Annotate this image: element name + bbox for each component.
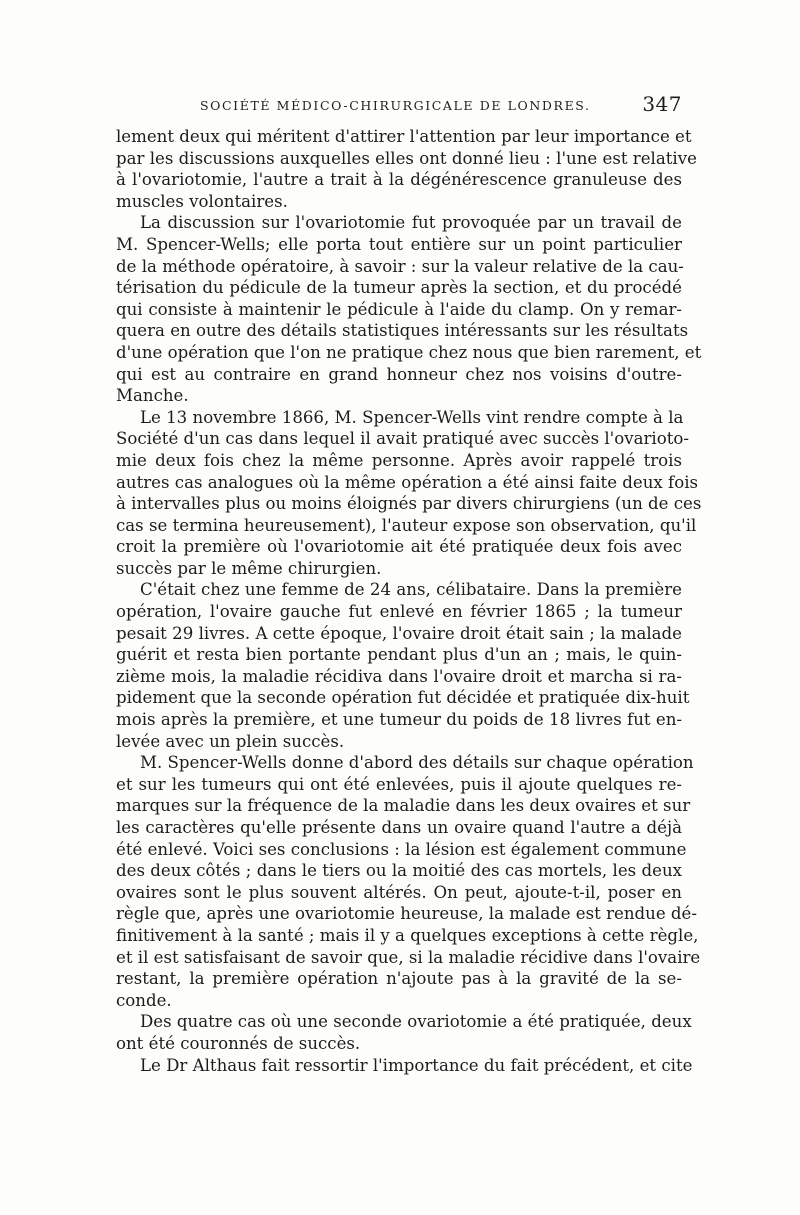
text-line: marques sur la fréquence de la maladie dans les deux ovaires et sur <box>116 796 691 816</box>
text-line: de la méthode opératoire, à savoir : sur la valeur relative de la cau- <box>116 256 684 276</box>
text-line: zième mois, la maladie récidiva dans l'ovaire droit et marcha si ra- <box>116 666 682 686</box>
paragraph <box>116 579 690 752</box>
text-line: conde. <box>116 990 172 1010</box>
paragraph <box>116 1011 692 1054</box>
text-line: et il est satisfaisant de savoir que, si la maladie récidive dans l'ovaire <box>116 947 701 967</box>
text-line: des deux côtés ; dans le tiers ou la moitié des cas mortels, les deux <box>116 861 682 881</box>
text-line: règle que, après une ovariotomie heureuse, la malade est rendue dé- <box>116 904 697 924</box>
text-line: muscles volontaires. <box>116 191 288 211</box>
paragraph <box>116 1055 693 1077</box>
text-line: restant, la première opération n'ajoute pas à la gravité de la se- <box>116 969 682 989</box>
text-line: Manche. <box>116 386 189 406</box>
paragraph <box>116 752 701 1011</box>
paragraph <box>116 407 702 580</box>
text-line: les caractères qu'elle présente dans un ovaire quand l'autre a déjà <box>116 818 682 837</box>
text-line: à intervalles plus ou moins éloignés par divers chirurgiens (un de ces <box>116 494 702 514</box>
text-line: La discussion sur l'ovariotomie fut provoquée par un travail de <box>140 213 682 233</box>
text-line: qui consiste à maintenir le pédicule à l'aide du clamp. On y remar- <box>116 299 682 319</box>
text-line: mie deux fois chez la même personne. Après avoir rappelé trois <box>116 450 682 470</box>
text-line: à l'ovariotomie, l'autre a trait à la dégénérescence granuleuse des <box>116 170 682 190</box>
text-line: C'était chez une femme de 24 ans, célibataire. Dans la première <box>140 580 682 600</box>
text-line: M. Spencer-Wells donne d'abord des détails sur chaque opération <box>140 753 694 773</box>
text-line: Des quatre cas où une seconde ovariotomie a été pratiquée, deux <box>140 1012 692 1032</box>
text-line: pesait 29 livres. A cette époque, l'ovaire droit était sain ; la malade <box>116 623 682 643</box>
text-line: par les discussions auxquelles elles ont donné lieu : l'une est relative <box>116 148 697 168</box>
text-line: térisation du pédicule de la tumeur après la section, et du procédé <box>116 278 682 298</box>
text-line: ont été couronnés de succès. <box>116 1033 361 1053</box>
text-line: levée avec un plein succès. <box>116 731 345 751</box>
text-line: ovaires sont le plus souvent altérés. On peut, ajoute-t-il, poser en <box>116 882 682 902</box>
text-line: pidement que la seconde opération fut décidée et pratiquée dix-huit <box>116 688 690 708</box>
body-text <box>116 126 702 1076</box>
text-line: cas se termina heureusement), l'auteur expose son observation, qu'il <box>116 515 697 535</box>
text-line: qui est au contraire en grand honneur chez nos voisins d'outre- <box>116 364 682 384</box>
text-line: Le Dr Althaus fait ressortir l'importance du fait précédent, et cite <box>140 1055 693 1075</box>
text-line: et sur les tumeurs qui ont été enlevées, puis il ajoute quelques re- <box>116 774 682 794</box>
paragraph <box>116 126 697 212</box>
text-line: M. Spencer-Wells; elle porta tout entière sur un point particulier <box>116 234 682 254</box>
text-line: autres cas analogues où la même opération a été ainsi faite deux fois <box>116 472 699 492</box>
text-line: lement deux qui méritent d'attirer l'attention par leur importance et <box>116 127 692 146</box>
text-line: succès par le même chirurgien. <box>116 558 382 578</box>
text-line: Société d'un cas dans lequel il avait pratiqué avec succès l'ovarioto- <box>116 429 689 449</box>
text-line: opération, l'ovaire gauche fut enlevé en février 1865 ; la tumeur <box>116 602 682 622</box>
page-header <box>116 90 682 120</box>
text-line: mois après la première, et une tumeur du poids de 18 livres fut en- <box>116 710 682 730</box>
text-line: finitivement à la santé ; mais il y a quelques exceptions à cette règle, <box>116 925 699 945</box>
text-line: croit la première où l'ovariotomie ait été pratiquée deux fois avec <box>116 537 682 557</box>
text-line: Le 13 novembre 1866, M. Spencer-Wells vint rendre compte à la <box>140 407 684 427</box>
text-line: d'une opération que l'on ne pratique chez nous que bien rarement, et <box>116 342 702 362</box>
text-line: guérit et resta bien portante pendant plus d'un an ; mais, le quin- <box>116 645 682 665</box>
text-line: quera en outre des détails statistiques intéressants sur les résultats <box>116 321 689 341</box>
page-number: 347 <box>642 92 682 116</box>
text-line: été enlevé. Voici ses conclusions : la lésion est également commune <box>116 839 687 859</box>
running-title: SOCIÉTÉ MÉDICO-CHIRURGICALE DE LONDRES. <box>200 98 591 113</box>
paragraph <box>116 212 702 406</box>
